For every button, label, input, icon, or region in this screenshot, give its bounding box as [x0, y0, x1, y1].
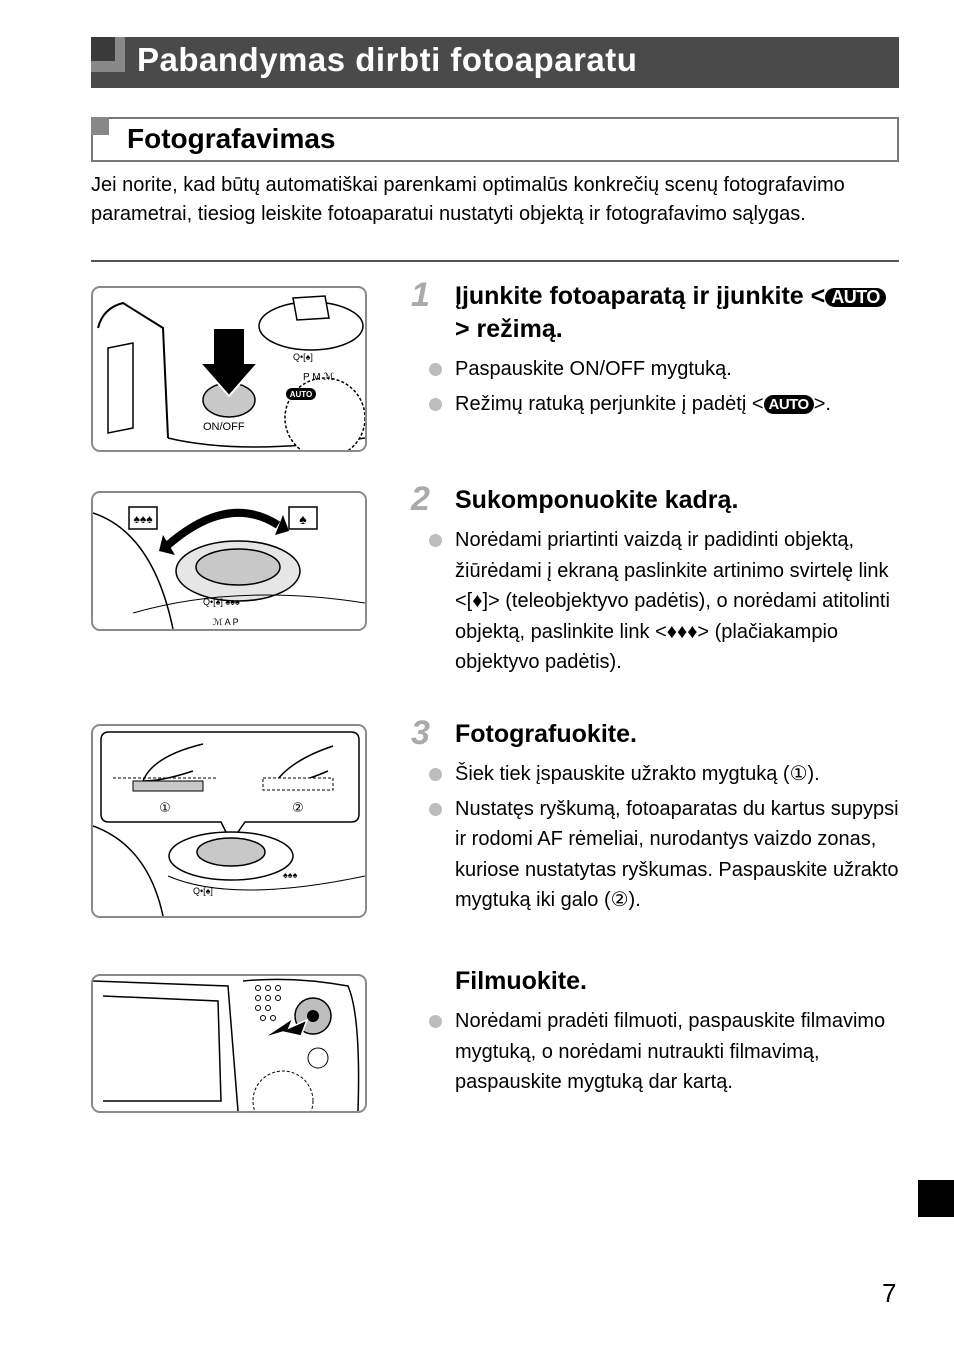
svg-text:Q•[♠] ♠♠♠: Q•[♠] ♠♠♠ — [203, 597, 240, 607]
svg-text:♠♠♠: ♠♠♠ — [133, 512, 153, 526]
bullet-text: Režimų ratuką perjunkite į padėtį < — [455, 392, 764, 415]
bullet-icon — [429, 398, 442, 411]
section-title: Fotografavimas — [127, 123, 336, 154]
title-decor-square-inner — [91, 37, 115, 61]
press-arrow-icon — [200, 328, 258, 396]
bullet-icon — [429, 803, 442, 816]
chapter-tab-marker — [918, 1180, 954, 1217]
divider — [91, 260, 899, 262]
figure-movie-button — [91, 974, 367, 1113]
bullet-item — [455, 389, 905, 420]
figure-power-button — [91, 286, 367, 452]
auto-mode-icon: AUTO — [825, 288, 886, 307]
camera-top-illustration-2 — [93, 493, 365, 629]
svg-text:Q•[♠]: Q•[♠] — [193, 886, 213, 896]
bullet-text: >. — [813, 392, 831, 415]
section-decor-square — [91, 117, 109, 135]
bullet-item — [455, 354, 905, 385]
step-number: 1 — [411, 276, 430, 314]
step-title: Filmuokite. — [455, 967, 587, 995]
on-off-label: ON/OFF — [203, 421, 245, 433]
step-title-text: Įjunkite fotoaparatą ir įjunkite < — [455, 282, 826, 310]
step-title-text: > režimą. — [455, 315, 563, 343]
step-2 — [411, 480, 905, 682]
figure-shutter-press — [91, 724, 367, 918]
bullet-icon — [429, 363, 442, 376]
shutter-button — [196, 549, 280, 585]
bullet-icon — [429, 1015, 442, 1028]
svg-text:Q•[♠]: Q•[♠] — [293, 352, 313, 362]
step-title: Sukomponuokite kadrą. — [455, 486, 739, 514]
svg-text:ℳ A P: ℳ A P — [213, 617, 239, 627]
bullet-icon — [429, 534, 442, 547]
step-title: Fotografuokite. — [455, 720, 637, 748]
bullet-text: Nustatęs ryškumą, fotoaparatas du kartus supypsi ir rodomi AF rėmeliai, nurodantys vaizdo zonas, kuriose nustatytas ryškumas. Paspauskite užrakto mygtuką iki galo (②). — [455, 797, 899, 911]
bullet-item — [455, 525, 905, 678]
half-press-label: ① — [159, 801, 171, 816]
step-number: 3 — [411, 714, 430, 752]
figure-zoom-lever — [91, 491, 367, 631]
camera-top-illustration-1 — [93, 288, 365, 450]
page-number: 7 — [882, 1278, 897, 1308]
step-1 — [411, 276, 905, 423]
camera-back-illustration — [93, 976, 365, 1111]
svg-text:♠♠♠: ♠♠♠ — [283, 870, 298, 880]
camera-top-illustration-3 — [93, 726, 365, 916]
zoom-direction-arrow — [168, 513, 278, 545]
full-press-label: ② — [292, 801, 304, 816]
svg-text:♠: ♠ — [299, 511, 307, 527]
step-title — [455, 280, 899, 346]
bullet-text: Norėdami priartinti vaizdą ir padidinti objektą, žiūrėdami į ekraną paslinkite artinimo svirtelę link <[♦]> (teleobjektyvo padėtis), o norėdami atitolinti objektą, paslinkite link <♦♦♦> (plačiakampio objektyvo padėtis). — [455, 529, 890, 673]
bullet-text: Paspauskite ON/OFF mygtuką. — [455, 358, 732, 380]
bullet-text: Norėdami pradėti filmuoti, paspauskite filmavimo mygtuką, o norėdami nutraukti filmavimą, paspauskite mygtuką dar kartą. — [455, 1010, 886, 1093]
step-3 — [411, 714, 905, 920]
bullet-text: Šiek tiek įspauskite užrakto mygtuką (①). — [455, 763, 820, 785]
bullet-item — [455, 794, 905, 916]
chapter-title: Pabandymas dirbti fotoaparatu — [137, 41, 638, 78]
section-heading-box — [91, 117, 899, 162]
bullet-icon — [429, 768, 442, 781]
auto-dial-label: AUTO — [289, 390, 313, 399]
step-movie — [411, 965, 905, 1102]
step-number: 2 — [411, 480, 430, 518]
chapter-title-bar — [91, 37, 899, 88]
intro-paragraph: Jei norite, kad būtų automatiškai parenkami optimalūs konkrečių scenų fotografavimo parametrai, tiesiog leiskite fotoaparatui nustatyti objektą ir fotografavimo sąlygas. — [91, 174, 845, 225]
bullet-item — [455, 759, 905, 790]
svg-text:P M ℳ: P M ℳ — [303, 372, 335, 383]
bullet-item — [455, 1006, 905, 1098]
auto-mode-icon: AUTO — [764, 395, 814, 414]
